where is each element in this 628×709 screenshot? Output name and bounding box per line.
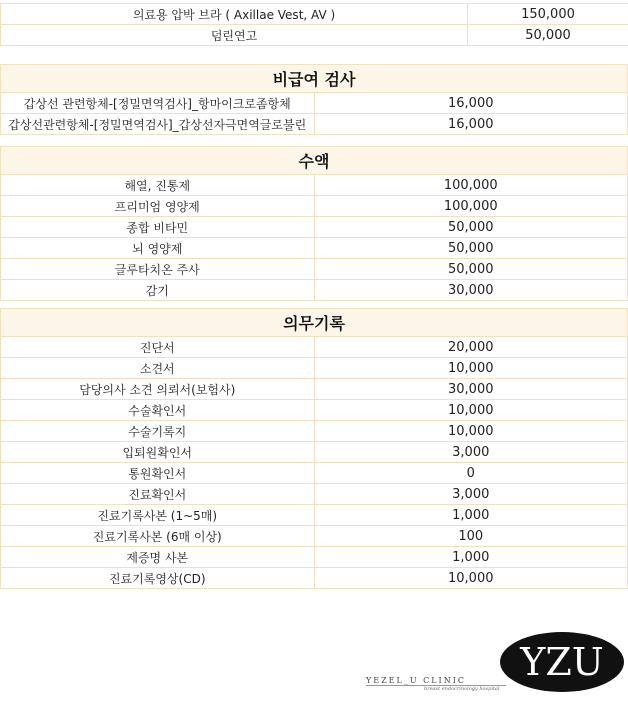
item-name: 프리미엄 영양제 [1,196,315,217]
item-price: 50,000 [314,238,628,259]
table-row [1,4,628,25]
clinic-logo [366,628,628,709]
item-price: 50,000 [468,25,628,46]
table-row [1,358,628,379]
item-name: 진료확인서 [1,484,315,505]
item-price: 150,000 [468,4,628,25]
section-header-row [1,147,628,175]
fee-table-iv-fluids [0,146,628,301]
item-price: 10,000 [314,400,628,421]
table-row [1,280,628,301]
table-row [1,484,628,505]
item-price: 0 [314,463,628,484]
table-row [1,421,628,442]
table-row [1,93,628,114]
fee-table-misc [0,3,628,46]
table-row [1,114,628,135]
item-name: 입퇴원확인서 [1,442,315,463]
table-row [1,196,628,217]
item-name: 담당의사 소견 의뢰서(보험사) [1,379,315,400]
table-row [1,25,628,46]
item-price: 30,000 [314,280,628,301]
logo-wordmark: YEZEL_U CLINIC [366,676,466,685]
item-price: 100,000 [314,175,628,196]
table-row [1,379,628,400]
table-row [1,259,628,280]
section-header-row [1,65,628,93]
item-price: 3,000 [314,442,628,463]
fee-table-noninsured-tests [0,64,628,135]
item-price: 10,000 [314,358,628,379]
item-name: 종합 비타민 [1,217,315,238]
item-name: 글루타치온 주사 [1,259,315,280]
table-row [1,400,628,421]
item-price: 3,000 [314,484,628,505]
item-name: 덤린연고 [1,25,468,46]
table-row [1,238,628,259]
section-title: 수액 [1,147,628,175]
item-name: 제증명 사본 [1,547,315,568]
item-price: 10,000 [314,568,628,589]
table-row [1,547,628,568]
table-row [1,217,628,238]
item-name: 진료기록사본 (1~5매) [1,505,315,526]
table-row [1,337,628,358]
section-title: 의무기록 [1,309,628,337]
item-name: 진단서 [1,337,315,358]
item-price: 20,000 [314,337,628,358]
item-price: 1,000 [314,547,628,568]
section-header-row [1,309,628,337]
table-row [1,526,628,547]
table-row [1,505,628,526]
logo-tagline: breast endocrinology hospital [424,686,500,692]
item-price: 16,000 [314,114,628,135]
item-name: 감기 [1,280,315,301]
item-price: 50,000 [314,217,628,238]
table-row [1,175,628,196]
item-name: 갑상선관련항체-[정밀면역검사]_갑상선자극면역글로불린 [1,114,315,135]
item-price: 30,000 [314,379,628,400]
item-name: 소견서 [1,358,315,379]
section-title: 비급여 검사 [1,65,628,93]
item-name: 해열, 진통제 [1,175,315,196]
item-name: 수술기록지 [1,421,315,442]
table-row [1,442,628,463]
item-name: 통원확인서 [1,463,315,484]
item-price: 16,000 [314,93,628,114]
item-price: 50,000 [314,259,628,280]
item-name: 뇌 영양제 [1,238,315,259]
table-row [1,568,628,589]
emblem-monogram: YZU [520,640,604,684]
fee-table-medical-records [0,308,628,589]
item-name: 갑상선 관련항체-[정밀면역검사]_항마이크로좀항체 [1,93,315,114]
item-name: 진료기록영상(CD) [1,568,315,589]
item-name: 수술확인서 [1,400,315,421]
item-price: 1,000 [314,505,628,526]
item-name: 의료용 압박 브라 ( Axillae Vest, AV ) [1,4,468,25]
yzu-emblem-icon [498,628,626,698]
item-price: 10,000 [314,421,628,442]
item-price: 100,000 [314,196,628,217]
table-row [1,463,628,484]
item-name: 진료기록사본 (6매 이상) [1,526,315,547]
item-price: 100 [314,526,628,547]
